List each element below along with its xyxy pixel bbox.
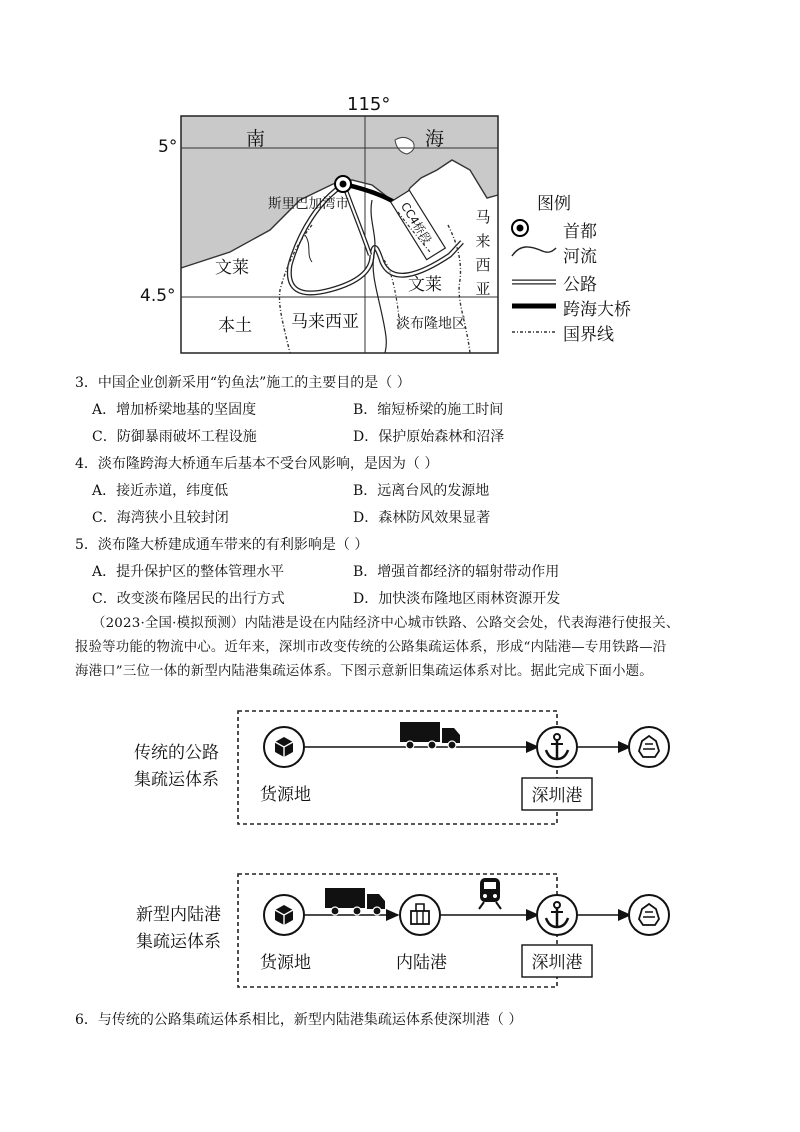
map-label-malaysia-south: 马来西亚 — [289, 307, 361, 332]
map-label-malaysia-east: 马 来 西 亚 — [475, 208, 491, 298]
option-b: B．缩短桥梁的施工时间 — [353, 402, 504, 418]
map-label-bridge: CC4桥段 — [397, 199, 435, 247]
old-system-title: 传统的公路 集疏运体系 — [134, 743, 219, 790]
new-system-title: 新型内陆港 集疏运体系 — [136, 905, 221, 952]
option-b: B．增强首都经济的辐射带动作用 — [353, 564, 560, 580]
old-port-anchor-icon — [537, 727, 577, 767]
new-truck-icon — [325, 888, 385, 915]
option-d: D．加快淡布隆地区雨林资源开发 — [353, 591, 561, 607]
map-label-brunei-east: 文莱 — [408, 275, 442, 295]
passage-line-3: 海港口”三位一体的新型内陆港集疏运体系。下图示意新旧集疏运体系对比。据此完成下面小题。 — [75, 664, 653, 679]
question-6-stem: 6．与传统的公路集疏运体系相比，新型内陆港集疏运体系使深圳港（ ） — [75, 1012, 523, 1028]
logistics-diagram — [0, 700, 800, 1000]
legend-item-boundary: 国界线 — [563, 325, 614, 345]
train-icon — [479, 878, 501, 909]
new-port-anchor-icon — [537, 895, 577, 935]
map-svg — [0, 0, 800, 360]
longitude-label: 115° — [347, 94, 391, 115]
map-label-mainland: 本土 — [218, 316, 252, 336]
map-label-brunei-west: 文莱 — [215, 258, 249, 278]
river-2 — [305, 235, 312, 262]
legend-title: 图例 — [537, 194, 571, 214]
old-truck-icon — [400, 722, 460, 749]
old-source-icon — [264, 727, 304, 767]
latitude-label-4-5: 4.5° — [140, 286, 176, 306]
option-c: C．改变淡布隆居民的出行方式 — [92, 591, 285, 607]
old-ship-icon — [629, 727, 669, 767]
map-label-temburong: 淡布隆地区 — [396, 316, 466, 332]
map-label-nan: 南 — [246, 128, 266, 150]
legend-item-capital: 首都 — [563, 222, 597, 242]
option-d: D．保护原始森林和沼泽 — [353, 429, 505, 445]
question-stem: 5．淡布隆大桥建成通车带来的有利影响是（ ） — [75, 537, 369, 553]
legend-item-road: 公路 — [563, 275, 597, 295]
old-source-label: 货源地 — [260, 785, 311, 805]
question-stem: 3．中国企业创新采用“钓鱼法”施工的主要目的是（ ） — [75, 375, 411, 391]
option-a: A．接近赤道，纬度低 — [92, 483, 229, 499]
new-source-icon — [264, 895, 304, 935]
option-b: B．远离台风的发源地 — [353, 483, 490, 499]
new-source-label: 货源地 — [260, 953, 311, 973]
option-a: A．提升保护区的整体管理水平 — [92, 564, 285, 580]
map-label-capital: 斯里巴加湾市 — [268, 196, 349, 212]
legend-river-icon — [512, 247, 556, 256]
latitude-label-5: 5° — [158, 137, 178, 157]
inland-port-label: 内陆港 — [396, 953, 447, 973]
option-d: D．森林防风效果显著 — [353, 510, 491, 526]
map-label-hai: 海 — [425, 128, 445, 150]
map-figure — [0, 0, 800, 360]
passage — [75, 612, 752, 684]
passage-line-2: 报验等功能的物流中心。近年来，深圳市改变传统的公路集疏运体系，形成“内陆港—专用铁路—沿 — [75, 640, 667, 655]
new-ship-icon — [629, 895, 669, 935]
question-stem: 4．淡布隆跨海大桥通车后基本不受台风影响，是因为（ ） — [75, 456, 439, 472]
option-c: C．海湾狭小且较封闭 — [92, 510, 229, 526]
option-a: A．增加桥梁地基的坚固度 — [92, 402, 257, 418]
legend-item-river: 河流 — [563, 247, 597, 267]
passage-line-1: （2023·全国·模拟预测）内陆港是设在内陆经济中心城市铁路、公路交会处，代表海港行使报关、 — [92, 616, 680, 631]
river — [371, 200, 386, 353]
option-c: C．防御暴雨破坏工程设施 — [92, 429, 257, 445]
inland-port-icon — [400, 895, 440, 935]
legend-item-bridge: 跨海大桥 — [563, 300, 631, 320]
old-port-label: 深圳港 — [531, 786, 583, 806]
new-port-label: 深圳港 — [531, 953, 583, 973]
